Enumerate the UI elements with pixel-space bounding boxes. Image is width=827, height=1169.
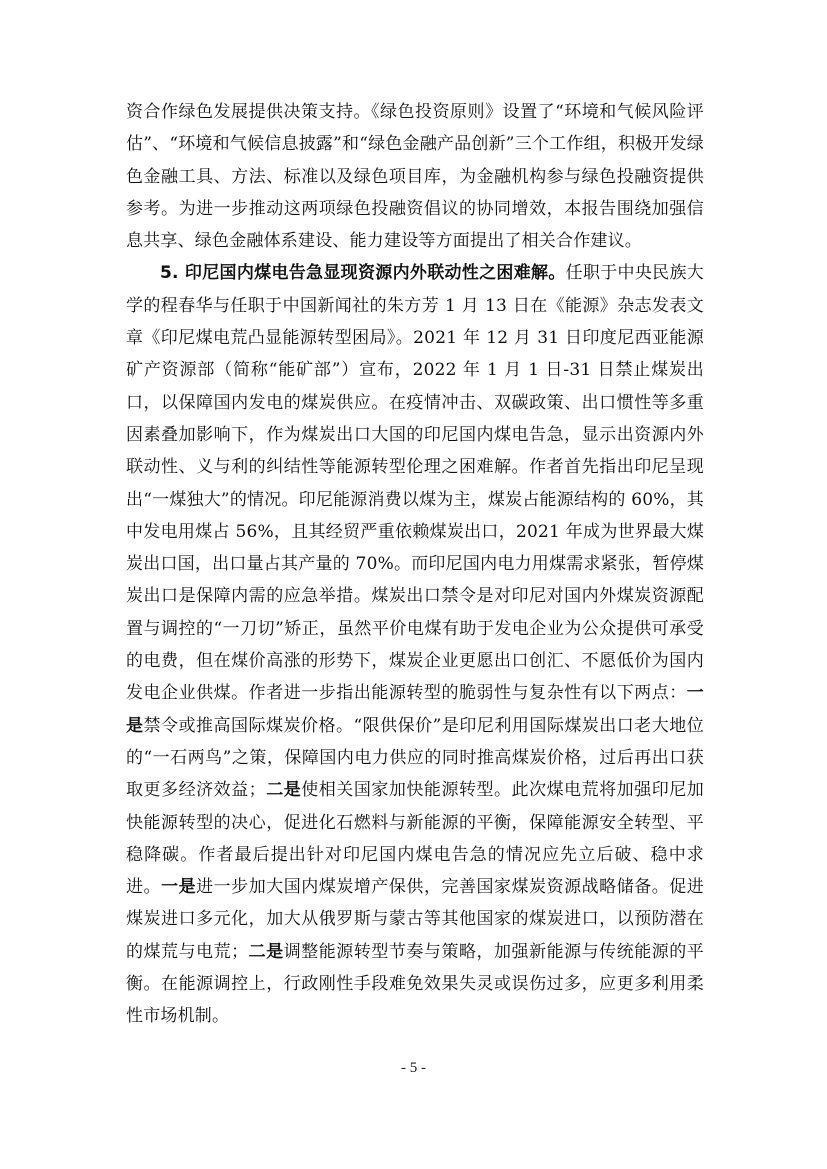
point-marker-3: 一是: [161, 877, 197, 898]
section-heading: 5. 印尼国内煤电告急显现资源内外联动性之困难解。: [160, 263, 566, 284]
paragraph-text: 任职于中央民族大学的程春华与任职于中国新闻社的朱方芳 1 月 13 日在《能源》杂志发表文章《印尼煤电荒凸显能源转型困局》。2021 年 12 月 31 日印度尼西亚能源矿产资源部（简称“能矿部”）宣布，2022 年 1 月 1 日-31 日禁止煤炭出口，以保障国内发电的煤炭供应。在疫情冲击、双碳政策、出口惯性等多重因素叠加影响下，作为煤炭出口大国的印尼国内煤电告急，显示出资源内外联动性、义与利的纠结性等能源转型伦理之困难解。作者首先指出印尼呈现出“一煤独大”的情况。印尼能源消费以煤为主，煤炭占能源结构的 60%，其中发电用煤占 56%，且其经贸严重依赖煤炭出口，2021 年成为世界最大煤炭出口国，出口量占其产量的 70%。而印尼国内电力用煤需求紧张，暂停煤炭出口是保障内需的应急举措。煤炭出口禁令是对印尼对国内外煤炭资源配置与调控的“一刀切”矫正，虽然平价电煤有助于发电企业为公众提供可承受的电费，但在煤价高涨的形势下，煤炭企业更愿出口创汇、不愿低价为国内发电企业供煤。作者进一步指出能源转型的脆弱性与复杂性有以下两点：: [126, 263, 704, 704]
body-text: [126, 96, 704, 1033]
point-marker-4: 二是: [248, 941, 284, 962]
paragraph-green-finance: 资合作绿色发展提供决策支持。《绿色投资原则》设置了“环境和气候风险评估”、“环境和气候信息披露”和“绿色金融产品创新”三个工作组，积极开发绿色金融工具、方法、标准以及绿色项目库，为金融机构参与绿色投融资提供参考。为进一步推动这两项绿色投融资倡议的协同增效，本报告围绕加强信息共享、绿色金融体系建设、能力建设等方面提出了相关合作建议。: [126, 102, 704, 252]
point-marker-2: 二是: [265, 780, 302, 801]
paragraph-text: 进一步加大国内煤炭增产保供，完善国家煤炭资源战略储备。促进煤炭进口多元化，加大从俄罗斯与蒙古等其他国家的煤炭进口，以预防潜在的煤荒与电荒；: [126, 877, 705, 962]
paragraph-text: 使相关国家加快能源转型。此次煤电荒将加强印尼加快能源转型的决心，促进化石燃料与新能源的平衡，保障能源安全转型、平稳降碳。作者最后提出针对印尼国内煤电告急的情况应先立后破、稳中求进。: [126, 780, 704, 898]
page-number: - 5 -: [401, 1060, 426, 1076]
paragraph-text: 禁令或推高国际煤炭价格。“限供保价”是印尼利用国际煤炭出口老大地位的“一石两鸟”之策，保障国内电力供应的同时推高煤炭价格，过后再出口获取更多经济效益；: [126, 715, 704, 801]
paragraph-text: 调整能源转型节奏与策略，加强新能源与传统能源的平衡。在能源调控上，行政刚性手段难免效果失灵或误伤过多，应更多利用柔性市场机制。: [126, 941, 704, 1027]
point-marker-1: 一是: [126, 683, 704, 736]
paragraph-indonesia-coal: [126, 257, 704, 1032]
